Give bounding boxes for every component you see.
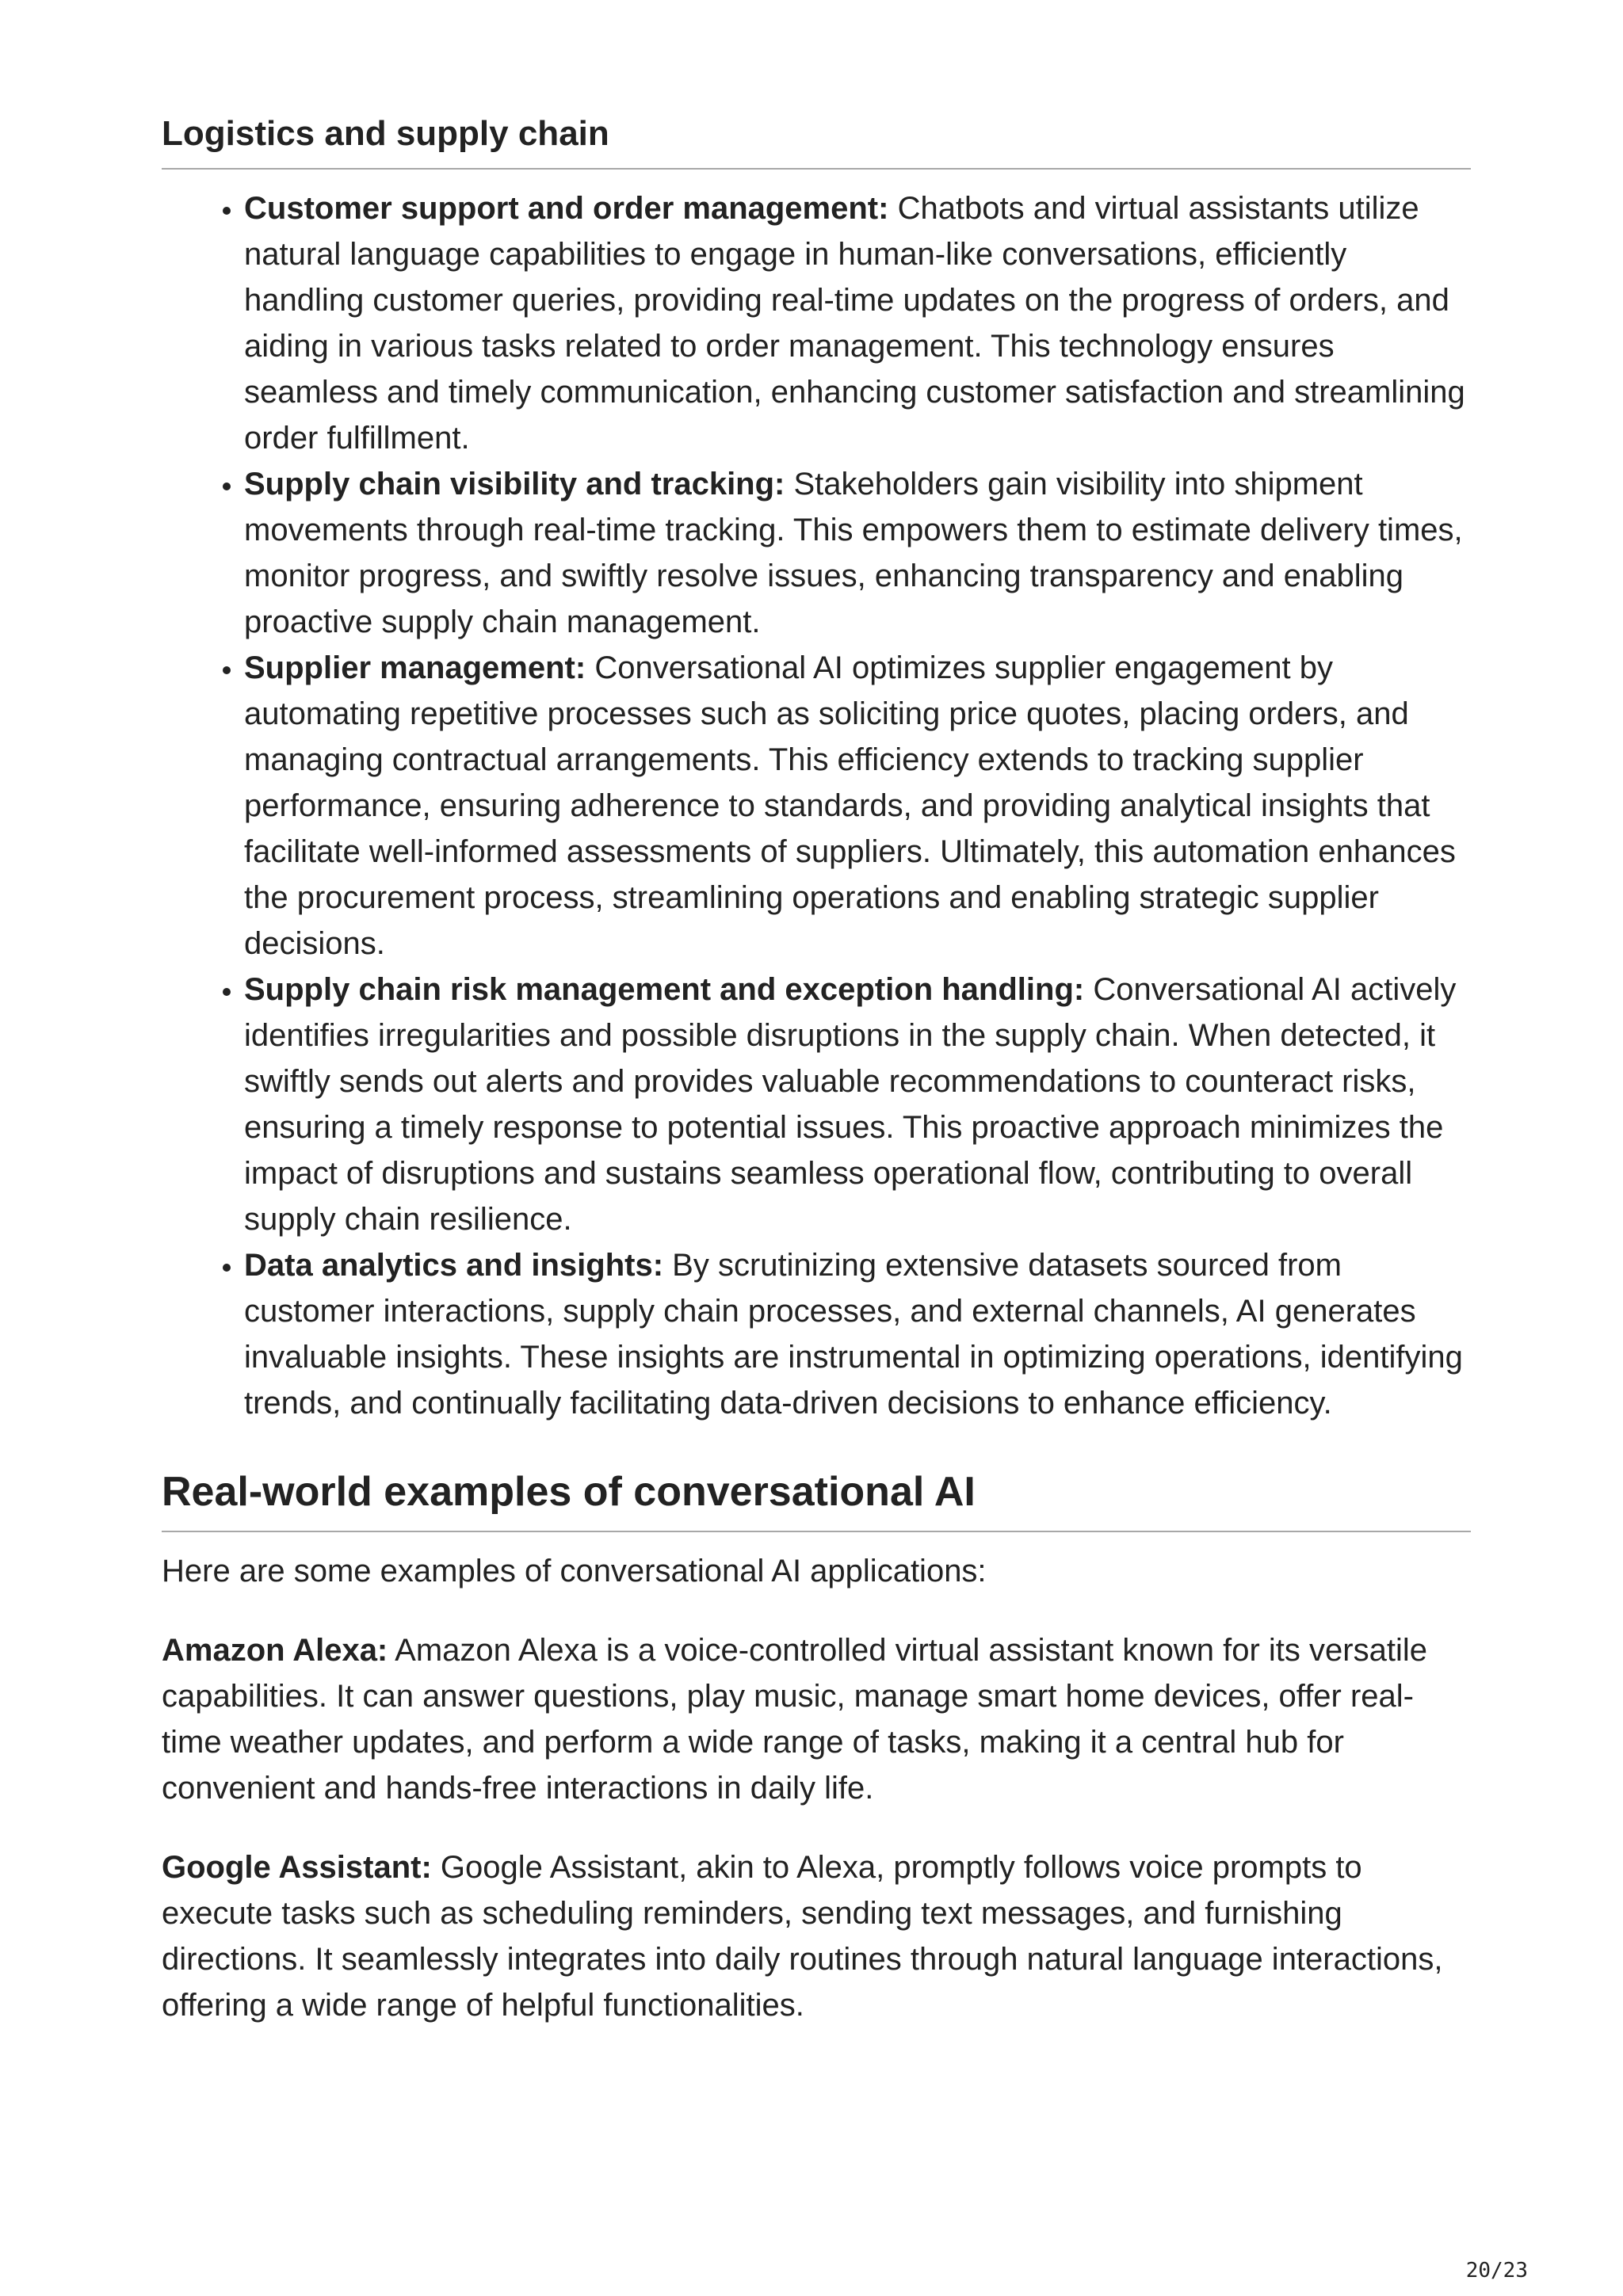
example-text: Amazon Alexa is a voice-controlled virtual assistant known for its versatile capabilities. It can answer questions, play music, manage smart home devices, offer real-time weather updates, and perform a wide range of tasks, making it a central hub for convenient and hands-free interactions in daily life. xyxy=(162,1633,1427,1806)
list-item-text: Stakeholders gain visibility into shipment movements through real-time tracking. This empowers them to estimate delivery times, monitor progress, and swiftly resolve issues, enhancing transparency and enabling proactive supply chain management. xyxy=(244,467,1463,639)
list-item-text: By scrutinizing extensive datasets sourced from customer interactions, supply chain processes, and external channels, AI generates invaluable insights. These insights are instrumental in optimizing operations, identifying trends, and continually facilitating data-driven decisions to enhance efficiency. xyxy=(244,1248,1463,1421)
page-number: 20/23 xyxy=(1465,2259,1528,2283)
example-google-assistant xyxy=(162,1844,1471,2028)
list-item-term: Supplier management: xyxy=(244,650,586,685)
document-page xyxy=(162,0,1471,2028)
logistics-heading: Logistics and supply chain xyxy=(162,114,609,153)
list-item-term: Supply chain risk management and exception handling: xyxy=(244,972,1085,1007)
examples-heading-divider xyxy=(162,1531,1471,1532)
list-item-customer-support xyxy=(244,185,1471,461)
list-item-supplier-management xyxy=(244,645,1471,967)
list-item-term: Customer support and order management: xyxy=(244,191,889,226)
list-item-risk-management xyxy=(244,967,1471,1242)
examples-intro: Here are some examples of conversational AI applications: xyxy=(162,1554,987,1589)
example-term: Amazon Alexa: xyxy=(162,1633,388,1668)
examples-heading: Real-world examples of conversational AI xyxy=(162,1469,976,1515)
list-item-text: Chatbots and virtual assistants utilize natural language capabilities to engage in human-like conversations, efficiently handling customer queries, providing real-time updates on the progress of orders, and aiding in various tasks related to order management. This technology ensures seamless and timely communication, enhancing customer satisfaction and streamlining order fulfillment. xyxy=(244,191,1465,456)
example-term: Google Assistant: xyxy=(162,1850,432,1885)
list-item-data-analytics xyxy=(244,1242,1471,1426)
example-amazon-alexa xyxy=(162,1627,1471,1811)
list-item-text: Conversational AI optimizes supplier engagement by automating repetitive processes such as soliciting price quotes, placing orders, and managing contractual arrangements. This efficiency extends to tracking supplier performance, ensuring adherence to standards, and providing analytical insights that facilitate well-informed assessments of suppliers. Ultimately, this automation enhances the procurement process, streamlining operations and enabling strategic supplier decisions. xyxy=(244,650,1456,961)
logistics-heading-divider xyxy=(162,168,1471,170)
list-item-text: Conversational AI actively identifies irregularities and possible disruptions in the supply chain. When detected, it swiftly sends out alerts and provides valuable recommendations to counteract risks, ensuring a timely response to potential issues. This proactive approach minimizes the impact of disruptions and sustains seamless operational flow, contributing to overall supply chain resilience. xyxy=(244,972,1457,1237)
list-item-term: Supply chain visibility and tracking: xyxy=(244,467,785,502)
list-item-term: Data analytics and insights: xyxy=(244,1248,664,1283)
list-item-visibility-tracking xyxy=(244,461,1471,645)
example-text: Google Assistant, akin to Alexa, promptly follows voice prompts to execute tasks such as scheduling reminders, sending text messages, and furnishing directions. It seamlessly integrates into daily routines through natural language interactions, offering a wide range of helpful functionalities. xyxy=(162,1850,1443,2023)
logistics-list xyxy=(162,185,1471,1426)
